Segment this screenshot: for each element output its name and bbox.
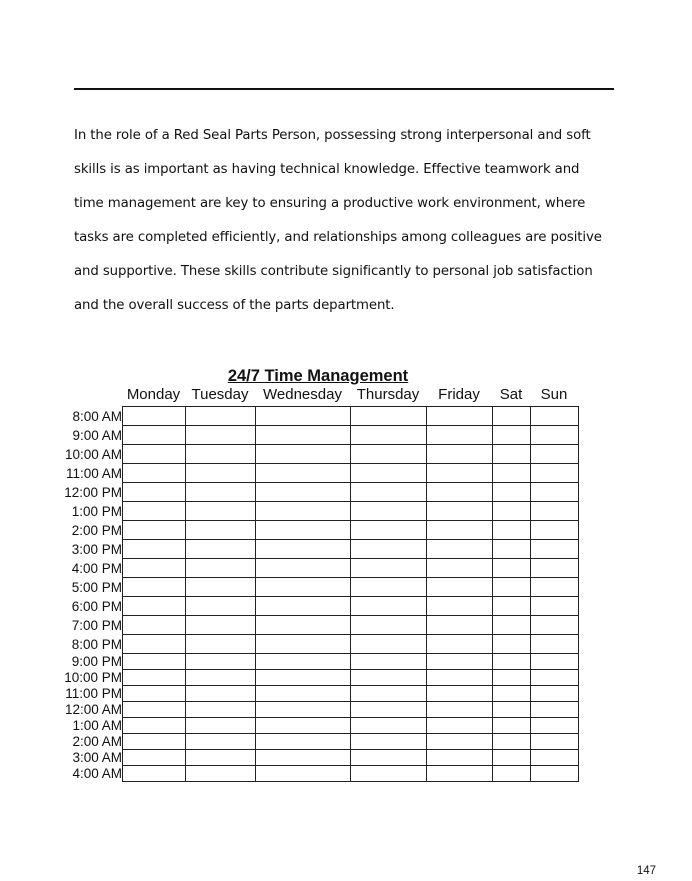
schedule-cell[interactable] bbox=[256, 483, 351, 502]
schedule-cell[interactable] bbox=[531, 540, 579, 559]
schedule-cell[interactable] bbox=[427, 686, 493, 702]
schedule-cell[interactable] bbox=[531, 464, 579, 483]
schedule-cell[interactable] bbox=[531, 686, 579, 702]
schedule-cell[interactable] bbox=[427, 635, 493, 654]
schedule-cell[interactable] bbox=[186, 445, 256, 464]
schedule-cell[interactable] bbox=[123, 635, 186, 654]
schedule-cell[interactable] bbox=[427, 750, 493, 766]
schedule-row bbox=[123, 654, 579, 670]
schedule-cell[interactable] bbox=[256, 521, 351, 540]
schedule-cell[interactable] bbox=[493, 597, 531, 616]
schedule-cell[interactable] bbox=[186, 654, 256, 670]
schedule-cell[interactable] bbox=[351, 502, 427, 521]
schedule-cell[interactable] bbox=[427, 445, 493, 464]
schedule-cell[interactable] bbox=[186, 407, 256, 426]
schedule-row bbox=[123, 750, 579, 766]
schedule-cell[interactable] bbox=[351, 766, 427, 782]
schedule-row bbox=[123, 702, 579, 718]
schedule-cell[interactable] bbox=[186, 521, 256, 540]
schedule-cell[interactable] bbox=[351, 597, 427, 616]
schedule-cell[interactable] bbox=[186, 750, 256, 766]
time-label: 3:00 AM bbox=[72, 750, 122, 765]
time-label: 2:00 PM bbox=[71, 522, 122, 538]
time-label: 5:00 PM bbox=[71, 579, 122, 595]
schedule-cell[interactable] bbox=[493, 502, 531, 521]
time-label: 10:00 PM bbox=[64, 670, 122, 685]
schedule-cell[interactable] bbox=[256, 445, 351, 464]
schedule-cell[interactable] bbox=[427, 521, 493, 540]
schedule-cell[interactable] bbox=[531, 670, 579, 686]
schedule-cell[interactable] bbox=[256, 635, 351, 654]
schedule-row bbox=[123, 616, 579, 635]
schedule-cell[interactable] bbox=[123, 766, 186, 782]
schedule-cell[interactable] bbox=[256, 502, 351, 521]
schedule-cell[interactable] bbox=[351, 686, 427, 702]
schedule-cell[interactable] bbox=[531, 502, 579, 521]
schedule-title: 24/7 Time Management bbox=[227, 367, 409, 385]
paragraph-line: tasks are completed efficiently, and relationships among colleagues are positive bbox=[74, 230, 602, 245]
schedule-cell[interactable] bbox=[123, 464, 186, 483]
schedule-cell[interactable] bbox=[427, 766, 493, 782]
schedule-cell[interactable] bbox=[186, 597, 256, 616]
schedule-cell[interactable] bbox=[351, 616, 427, 635]
schedule-cell[interactable] bbox=[123, 686, 186, 702]
time-label: 7:00 PM bbox=[71, 617, 122, 633]
schedule-cell[interactable] bbox=[351, 654, 427, 670]
schedule-cell[interactable] bbox=[351, 540, 427, 559]
schedule-cell[interactable] bbox=[186, 426, 256, 445]
time-label: 1:00 PM bbox=[71, 503, 122, 519]
schedule-cell[interactable] bbox=[427, 559, 493, 578]
time-label: 11:00 AM bbox=[65, 465, 122, 481]
day-header-tuesday: Tuesday bbox=[191, 386, 249, 403]
time-label: 9:00 AM bbox=[72, 427, 122, 443]
schedule-cell[interactable] bbox=[531, 578, 579, 597]
schedule-cell[interactable] bbox=[123, 445, 186, 464]
schedule-cell[interactable] bbox=[493, 578, 531, 597]
schedule-cell[interactable] bbox=[427, 407, 493, 426]
time-label: 3:00 PM bbox=[71, 541, 122, 557]
schedule-cell[interactable] bbox=[493, 718, 531, 734]
schedule-cell[interactable] bbox=[493, 686, 531, 702]
page-number: 147 bbox=[636, 865, 656, 877]
schedule-row bbox=[123, 670, 579, 686]
schedule-cell[interactable] bbox=[123, 670, 186, 686]
schedule-cell[interactable] bbox=[427, 578, 493, 597]
time-label: 10:00 AM bbox=[64, 446, 122, 462]
schedule-cell[interactable] bbox=[186, 616, 256, 635]
schedule-cell[interactable] bbox=[531, 407, 579, 426]
schedule-cell[interactable] bbox=[531, 750, 579, 766]
schedule-cell[interactable] bbox=[256, 686, 351, 702]
schedule-cell[interactable] bbox=[186, 766, 256, 782]
schedule-cell[interactable] bbox=[493, 464, 531, 483]
schedule-cell[interactable] bbox=[351, 559, 427, 578]
schedule-cell[interactable] bbox=[531, 702, 579, 718]
schedule-cell[interactable] bbox=[531, 616, 579, 635]
time-label: 1:00 AM bbox=[72, 718, 122, 733]
schedule-cell[interactable] bbox=[123, 426, 186, 445]
day-header-thursday: Thursday bbox=[356, 386, 420, 403]
schedule-cell[interactable] bbox=[531, 597, 579, 616]
schedule-cell[interactable] bbox=[186, 464, 256, 483]
schedule-cell[interactable] bbox=[123, 483, 186, 502]
time-label: 2:00 AM bbox=[72, 734, 122, 749]
day-header-sat: Sat bbox=[499, 386, 523, 403]
time-label: 9:00 PM bbox=[71, 654, 122, 669]
time-label: 4:00 AM bbox=[72, 766, 122, 781]
schedule-row bbox=[123, 578, 579, 597]
schedule-cell[interactable] bbox=[351, 521, 427, 540]
schedule-cell[interactable] bbox=[493, 766, 531, 782]
schedule-cell[interactable] bbox=[123, 578, 186, 597]
schedule-cell[interactable] bbox=[351, 734, 427, 750]
schedule-cell[interactable] bbox=[493, 445, 531, 464]
schedule-row bbox=[123, 521, 579, 540]
schedule-cell[interactable] bbox=[256, 718, 351, 734]
schedule-cell[interactable] bbox=[186, 540, 256, 559]
schedule-cell[interactable] bbox=[256, 734, 351, 750]
schedule-cell[interactable] bbox=[351, 483, 427, 502]
time-label: 8:00 AM bbox=[72, 408, 122, 424]
schedule-cell[interactable] bbox=[427, 702, 493, 718]
schedule-cell[interactable] bbox=[427, 483, 493, 502]
schedule-cell[interactable] bbox=[186, 702, 256, 718]
time-label: 11:00 PM bbox=[65, 686, 122, 701]
schedule-cell[interactable] bbox=[123, 616, 186, 635]
schedule-cell[interactable] bbox=[186, 686, 256, 702]
schedule-cell[interactable] bbox=[531, 654, 579, 670]
schedule-row bbox=[123, 597, 579, 616]
schedule-cell[interactable] bbox=[256, 702, 351, 718]
schedule-cell[interactable] bbox=[256, 766, 351, 782]
schedule-cell[interactable] bbox=[493, 750, 531, 766]
day-header-monday: Monday bbox=[126, 386, 181, 403]
time-label: 8:00 PM bbox=[71, 636, 122, 652]
schedule-cell[interactable] bbox=[186, 483, 256, 502]
schedule-cell[interactable] bbox=[427, 734, 493, 750]
schedule-cell[interactable] bbox=[256, 578, 351, 597]
schedule-row bbox=[123, 502, 579, 521]
schedule-row bbox=[123, 686, 579, 702]
schedule-cell[interactable] bbox=[531, 521, 579, 540]
schedule-cell[interactable] bbox=[427, 654, 493, 670]
top-rule bbox=[74, 88, 614, 90]
schedule-cell[interactable] bbox=[531, 559, 579, 578]
schedule-row bbox=[123, 635, 579, 654]
schedule-cell[interactable] bbox=[123, 702, 186, 718]
schedule-cell[interactable] bbox=[186, 559, 256, 578]
schedule-cell[interactable] bbox=[493, 521, 531, 540]
schedule-cell[interactable] bbox=[351, 702, 427, 718]
schedule-row bbox=[123, 407, 579, 426]
schedule-cell[interactable] bbox=[427, 718, 493, 734]
schedule-cell[interactable] bbox=[256, 407, 351, 426]
paragraph-line: In the role of a Red Seal Parts Person, possessing strong interpersonal and soft bbox=[74, 128, 591, 143]
schedule-cell[interactable] bbox=[493, 540, 531, 559]
day-header-friday: Friday bbox=[438, 386, 480, 403]
schedule-cell[interactable] bbox=[427, 540, 493, 559]
paragraph-line: and the overall success of the parts department. bbox=[74, 298, 395, 313]
paragraph-line: and supportive. These skills contribute significantly to personal job satisfaction bbox=[74, 264, 593, 279]
schedule-cell[interactable] bbox=[256, 464, 351, 483]
schedule-row bbox=[123, 559, 579, 578]
schedule-cell[interactable] bbox=[186, 718, 256, 734]
time-label: 4:00 PM bbox=[71, 560, 122, 576]
schedule-cell[interactable] bbox=[427, 597, 493, 616]
schedule-cell[interactable] bbox=[123, 750, 186, 766]
time-label: 12:00 AM bbox=[64, 702, 122, 717]
schedule-cell[interactable] bbox=[427, 616, 493, 635]
schedule-cell[interactable] bbox=[351, 407, 427, 426]
schedule-cell[interactable] bbox=[256, 750, 351, 766]
schedule-cell[interactable] bbox=[493, 670, 531, 686]
schedule-cell[interactable] bbox=[351, 750, 427, 766]
schedule-cell[interactable] bbox=[531, 445, 579, 464]
schedule-row bbox=[123, 766, 579, 782]
schedule-cell[interactable] bbox=[351, 635, 427, 654]
schedule-row bbox=[123, 483, 579, 502]
schedule-cell[interactable] bbox=[351, 670, 427, 686]
schedule-cell[interactable] bbox=[123, 521, 186, 540]
schedule-cell[interactable] bbox=[256, 616, 351, 635]
schedule-row bbox=[123, 426, 579, 445]
schedule-cell[interactable] bbox=[493, 483, 531, 502]
schedule-row bbox=[123, 718, 579, 734]
schedule-cell[interactable] bbox=[123, 540, 186, 559]
schedule-cell[interactable] bbox=[493, 654, 531, 670]
time-label: 12:00 PM bbox=[64, 484, 122, 500]
schedule-cell[interactable] bbox=[427, 670, 493, 686]
schedule-row bbox=[123, 445, 579, 464]
schedule-cell[interactable] bbox=[531, 635, 579, 654]
schedule-cell[interactable] bbox=[531, 426, 579, 445]
schedule-row bbox=[123, 734, 579, 750]
schedule-cell[interactable] bbox=[493, 426, 531, 445]
paragraph-line: skills is as important as having technical knowledge. Effective teamwork and bbox=[74, 162, 580, 177]
schedule-cell[interactable] bbox=[531, 483, 579, 502]
schedule-cell[interactable] bbox=[256, 597, 351, 616]
schedule-cell[interactable] bbox=[186, 670, 256, 686]
schedule-cell[interactable] bbox=[256, 426, 351, 445]
paragraph-line: time management are key to ensuring a productive work environment, where bbox=[74, 196, 586, 211]
schedule-cell[interactable] bbox=[351, 718, 427, 734]
day-header-sun: Sun bbox=[540, 386, 568, 403]
schedule-cell[interactable] bbox=[123, 734, 186, 750]
schedule-cell[interactable] bbox=[123, 407, 186, 426]
schedule-row bbox=[123, 464, 579, 483]
schedule-cell[interactable] bbox=[256, 654, 351, 670]
schedule-cell[interactable] bbox=[186, 578, 256, 597]
schedule-cell[interactable] bbox=[493, 734, 531, 750]
schedule-cell[interactable] bbox=[351, 445, 427, 464]
schedule-cell[interactable] bbox=[351, 578, 427, 597]
schedule-cell[interactable] bbox=[531, 718, 579, 734]
schedule-cell[interactable] bbox=[123, 559, 186, 578]
schedule-cell[interactable] bbox=[256, 540, 351, 559]
schedule-cell[interactable] bbox=[531, 734, 579, 750]
schedule-cell[interactable] bbox=[186, 502, 256, 521]
schedule-cell[interactable] bbox=[123, 718, 186, 734]
schedule-cell[interactable] bbox=[256, 559, 351, 578]
schedule-grid bbox=[122, 406, 579, 782]
schedule-cell[interactable] bbox=[351, 426, 427, 445]
schedule-cell[interactable] bbox=[256, 670, 351, 686]
schedule-cell[interactable] bbox=[123, 654, 186, 670]
schedule-cell[interactable] bbox=[427, 426, 493, 445]
schedule-row bbox=[123, 540, 579, 559]
schedule-cell[interactable] bbox=[351, 464, 427, 483]
schedule-cell[interactable] bbox=[123, 502, 186, 521]
day-header-wednesday: Wednesday bbox=[263, 386, 342, 403]
schedule-cell[interactable] bbox=[186, 734, 256, 750]
schedule-cell[interactable] bbox=[493, 616, 531, 635]
intro-paragraph bbox=[74, 119, 624, 323]
time-label: 6:00 PM bbox=[71, 598, 122, 614]
schedule-cell[interactable] bbox=[531, 766, 579, 782]
schedule-cell[interactable] bbox=[186, 635, 256, 654]
schedule-cell[interactable] bbox=[427, 502, 493, 521]
schedule-cell[interactable] bbox=[123, 597, 186, 616]
schedule-cell[interactable] bbox=[493, 702, 531, 718]
schedule-cell[interactable] bbox=[493, 559, 531, 578]
schedule-cell[interactable] bbox=[493, 407, 531, 426]
schedule-cell[interactable] bbox=[493, 635, 531, 654]
schedule-cell[interactable] bbox=[427, 464, 493, 483]
